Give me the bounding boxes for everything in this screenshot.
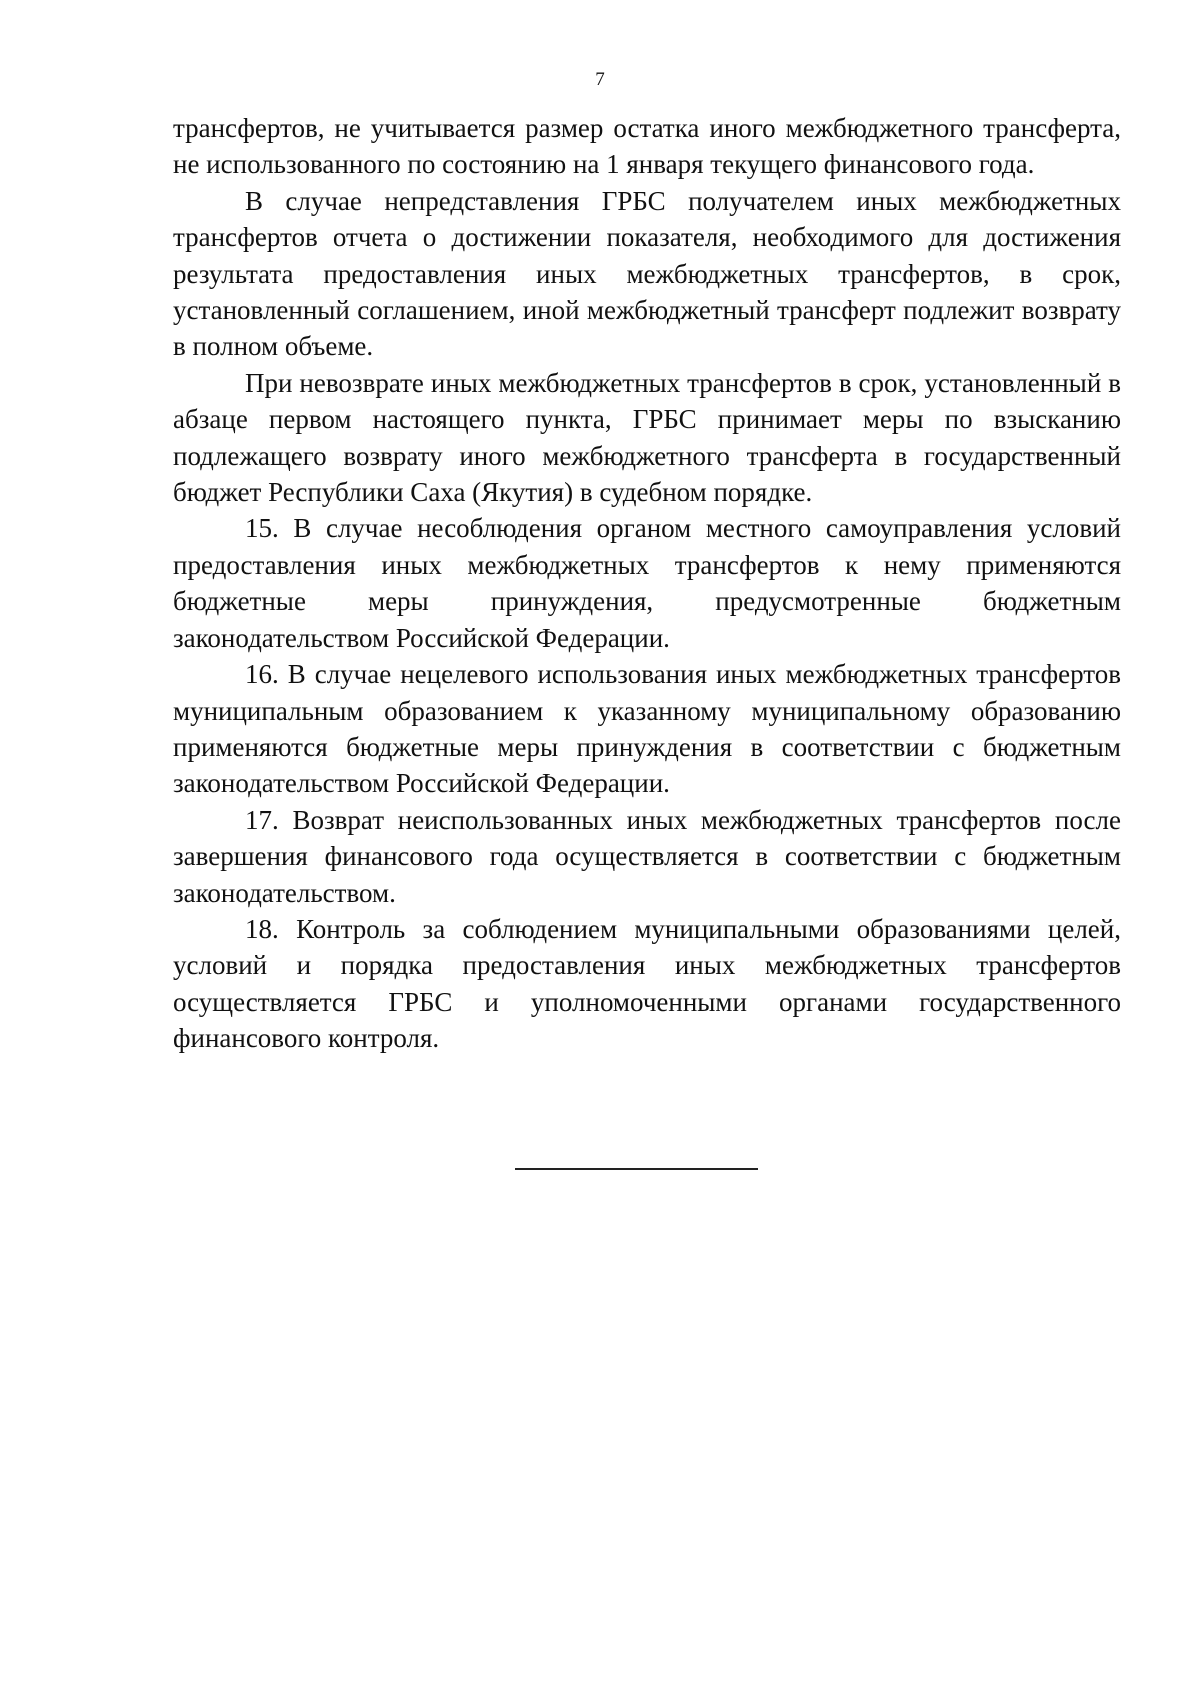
page-number: 7: [595, 69, 605, 90]
document-body: [173, 110, 1121, 1057]
paragraph-continuation: трансфертов, не учитывается размер остатка иного межбюджетного трансферта, не использованного по состоянию на 1 января текущего финансового года.: [173, 113, 1121, 180]
paragraph-non-return: При невозврате иных межбюджетных трансфертов в срок, установленный в абзаце первом настоящего пункта, ГРБС принимает меры по взысканию подлежащего возврату иного межбюджетного трансферта в государственный бюджет Республики Саха (Якутия) в судебном порядке.: [173, 367, 1121, 508]
paragraph-item-18: 18. Контроль за соблюдением муниципальными образованиями целей, условий и порядка предоставления иных межбюджетных трансфертов осуществляется ГРБС и уполномоченными органами государственного финансового контроля.: [173, 913, 1121, 1054]
paragraph-item-15: 15. В случае несоблюдения органом местного самоуправления условий предоставления иных межбюджетных трансфертов к нему применяются бюджетные меры принуждения, предусмотренные бюджетным законодательством Российской Федерации.: [173, 513, 1121, 653]
paragraph-non-submission: В случае непредставления ГРБС получателем иных межбюджетных трансфертов отчета о достижении показателя, необходимого для достижения результата предоставления иных межбюджетных трансфертов, в срок, установленный соглашением, иной межбюджетный трансферт подлежит возврату в полном объеме.: [173, 185, 1121, 362]
paragraph-item-16: 16. В случае нецелевого использования иных межбюджетных трансфертов муниципальным образованием к указанному муниципальному образованию применяются бюджетные меры принуждения в соответствии с бюджетным законодательством Российской Федерации.: [173, 659, 1121, 799]
paragraph-item-17: 17. Возврат неиспользованных иных межбюджетных трансфертов после завершения финансового года осуществляется в соответствии с бюджетным законодательством.: [173, 804, 1121, 908]
end-of-document-rule: [515, 1168, 758, 1170]
